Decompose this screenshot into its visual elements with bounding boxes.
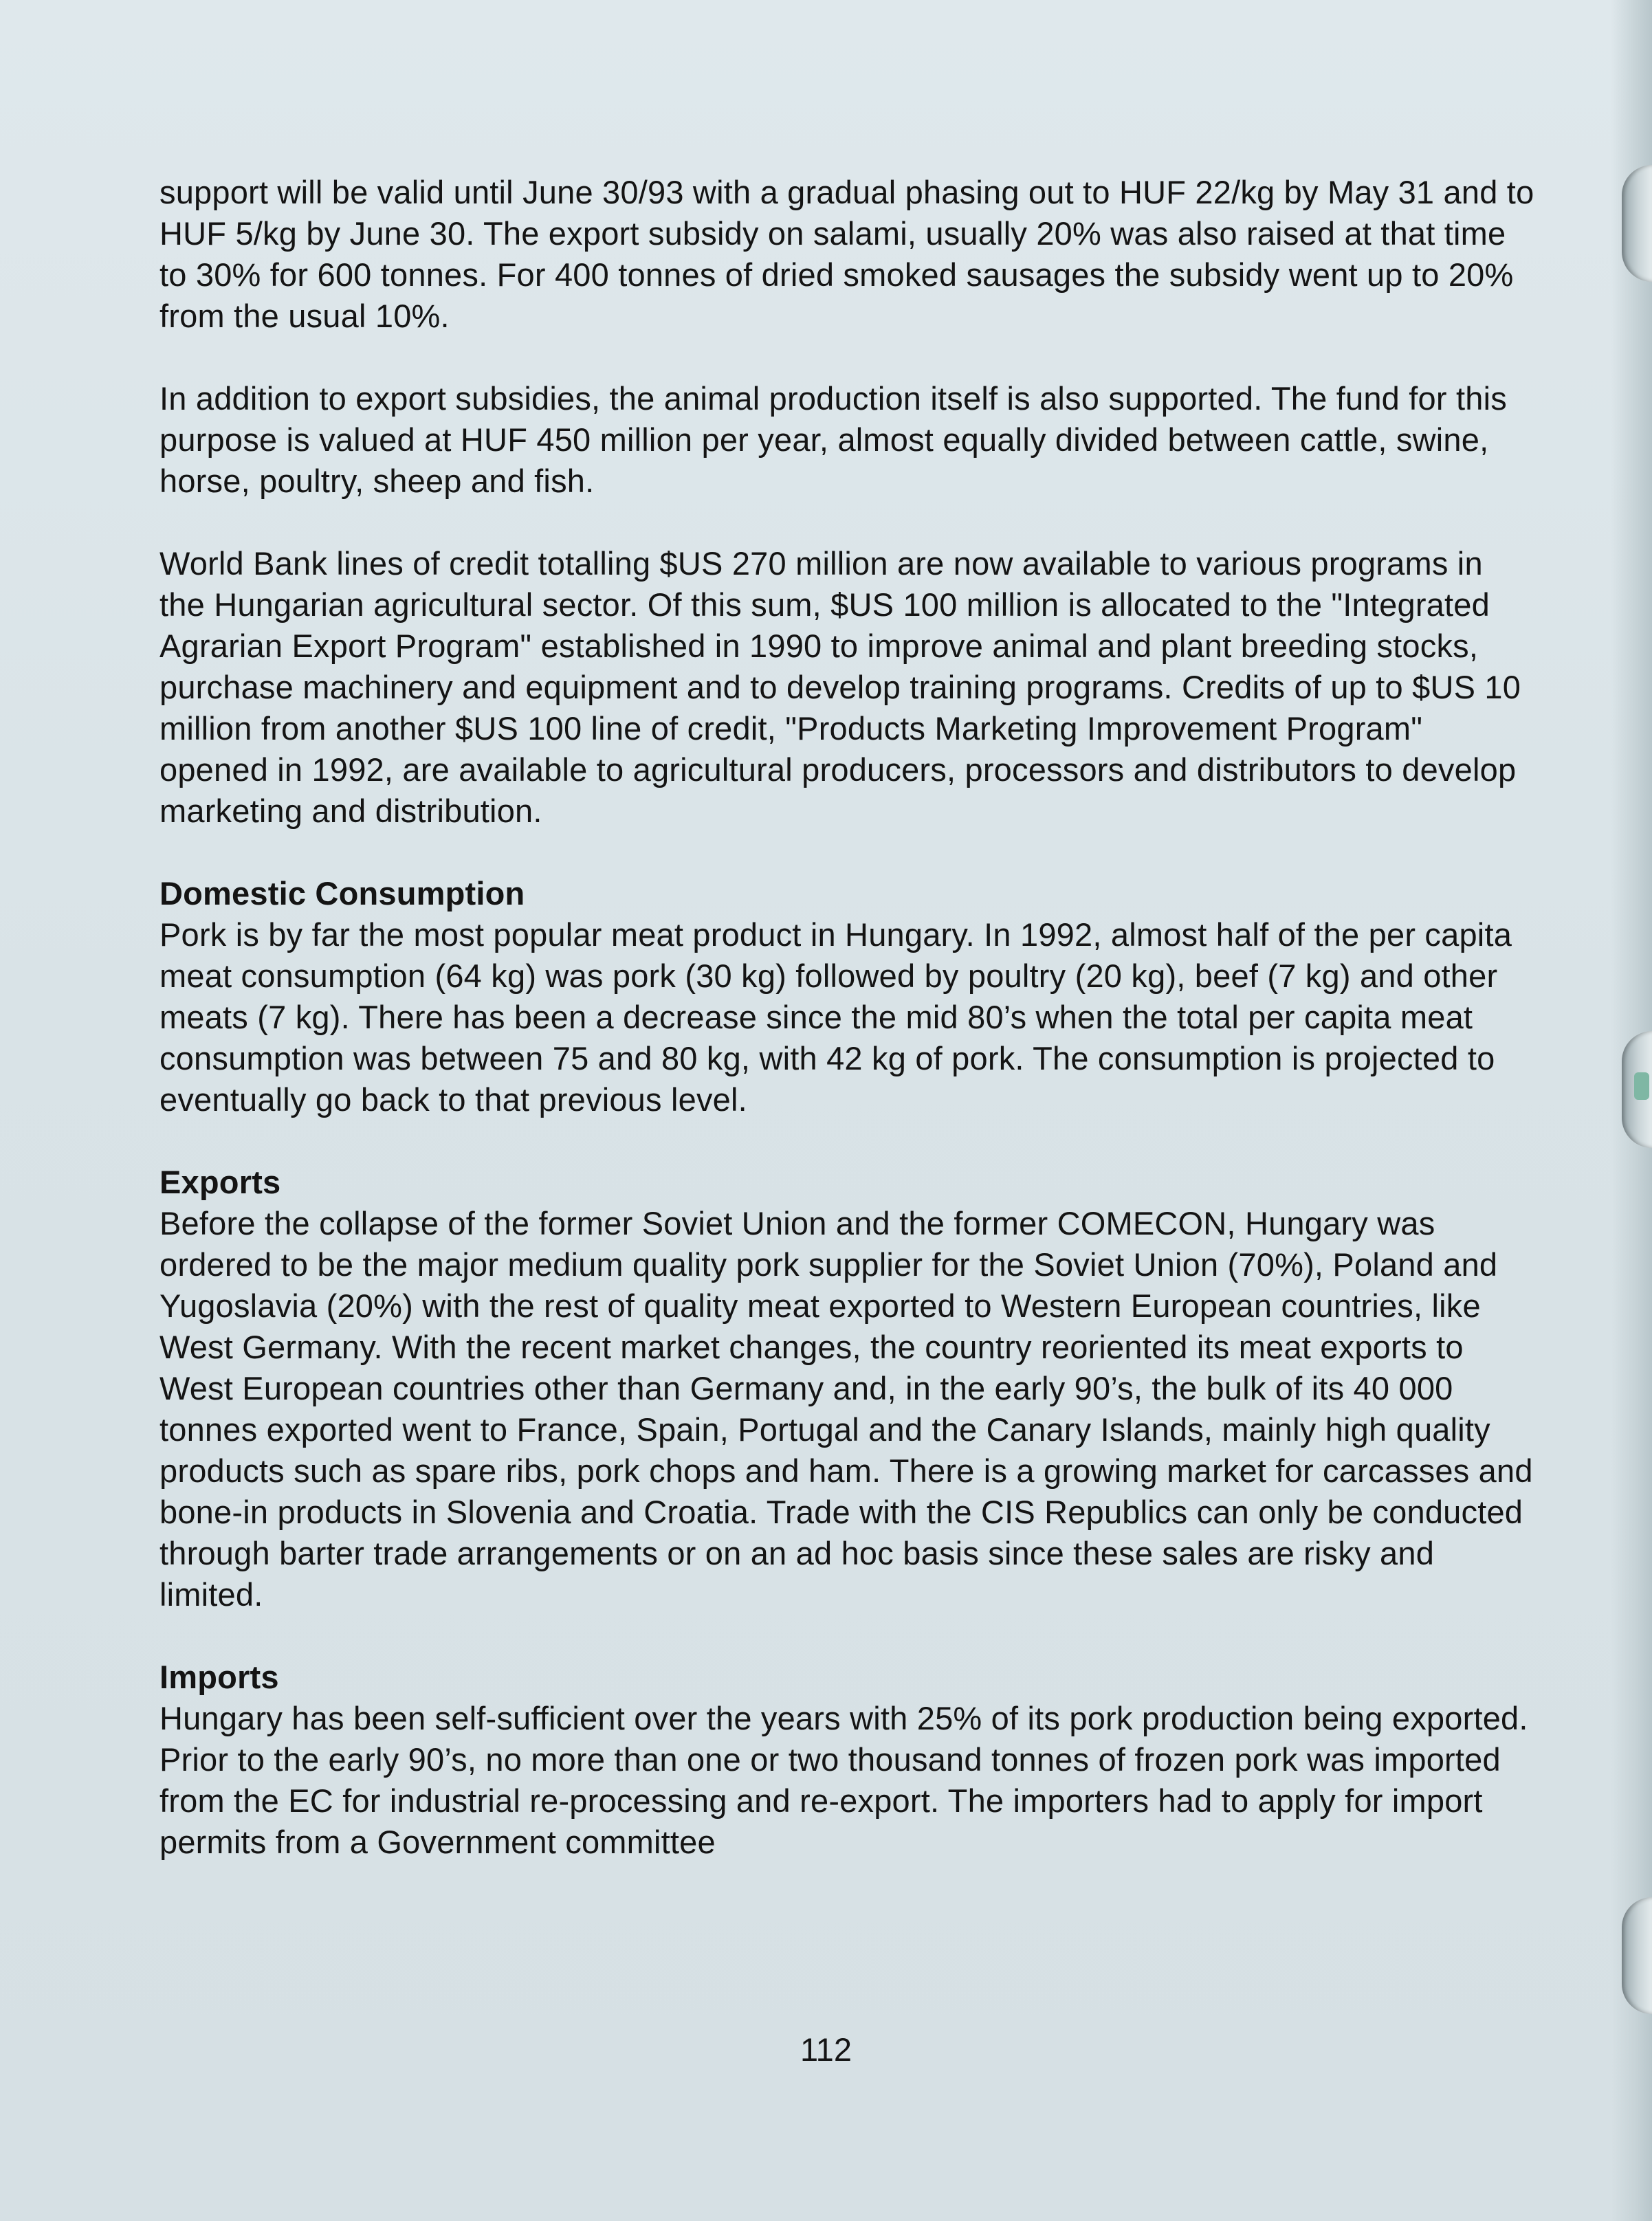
section-heading: Imports	[159, 1659, 279, 1695]
section-domestic-consumption	[159, 873, 1534, 1120]
document-body	[159, 172, 1534, 1904]
paragraph-animal-production-support: In addition to export subsidies, the animal production itself is also supported. The fund for this purpose is valued at HUF 450 million per year, almost equally divided between cattle, swine, horse, poultry, sheep and fish.	[159, 380, 1507, 499]
section-body: Pork is by far the most popular meat product in Hungary. In 1992, almost half of the per capita meat consumption (64 kg) was pork (30 kg) followed by poultry (20 kg), beef (7 kg) and other meats (7 kg). There has been a decrease since the mid 80’s when the total per capita meat consumption was between 75 and 80 kg, with 42 kg of pork. The consumption is projected to eventually go back to that previous level.	[159, 916, 1512, 1118]
section-heading: Exports	[159, 1164, 281, 1200]
binder-ring-bottom	[1622, 1897, 1652, 2014]
section-body: Before the collapse of the former Soviet Union and the former COMECON, Hungary was ordered to be the major medium quality pork supplier for the Soviet Union (70%), Poland and Yugoslavia (20%) with the rest of quality meat exported to Western European countries, like West Germany. With the recent market changes, the country reoriented its meat exports to West European countries other than Germany and, in the early 90’s, the bulk of its 40 000 tonnes exported went to France, Spain, Portugal and the Canary Islands, mainly high quality products such as spare ribs, pork chops and ham. There is a growing market for carcasses and bone-in products in Slovenia and Croatia. Trade with the CIS Republics can only be conducted through barter trade arrangements or on an ad hoc basis since these sales are risky and limited.	[159, 1205, 1533, 1613]
binder-tab	[1634, 1072, 1649, 1100]
paragraph-export-subsidy: support will be valid until June 30/93 with a gradual phasing out to HUF 22/kg by May 31 and to HUF 5/kg by June 30. The export subsidy on salami, usually 20% was also raised at that time to 30% for 600 tonnes. For 400 tonnes of dried smoked sausages the subsidy went up to 20% from the usual 10%.	[159, 174, 1534, 334]
section-body: Hungary has been self-sufficient over the years with 25% of its pork production being exported. Prior to the early 90’s, no more than one or two thousand tonnes of frozen pork was imported from the EC for industrial re-processing and re-export. The importers had to apply for import permits from a Government committee	[159, 1700, 1528, 1860]
binder-ring-top	[1622, 165, 1652, 282]
page-number: 112	[800, 2031, 852, 2068]
section-imports	[159, 1657, 1534, 1863]
section-heading: Domestic Consumption	[159, 875, 525, 911]
section-exports	[159, 1162, 1534, 1615]
paragraph-world-bank-credit: World Bank lines of credit totalling $US 270 million are now available to various programs in the Hungarian agricultural sector. Of this sum, $US 100 million is allocated to the "Integrated Agrarian Export Program" established in 1990 to improve animal and plant breeding stocks, purchase machinery and equipment and to develop training programs. Credits of up to $US 10 million from another $US 100 line of credit, "Products Marketing Improvement Program" opened in 1992, are available to agricultural producers, processors and distributors to develop marketing and distribution.	[159, 545, 1521, 829]
